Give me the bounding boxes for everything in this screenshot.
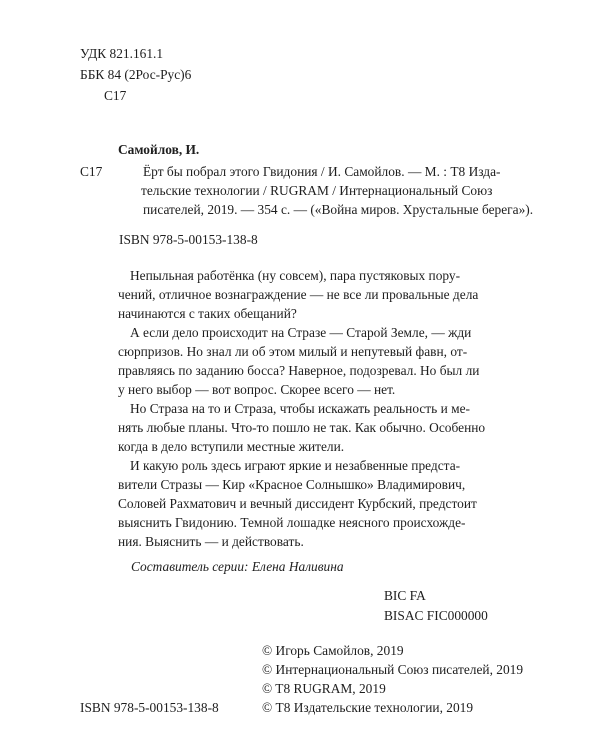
annotation-line: нять любые планы. Что-то пошло не так. Как обычно. Особенно [118, 420, 486, 435]
isbn-main: ISBN 978-5-00153-138-8 [119, 232, 258, 247]
bib-line: Ёрт бы побрал этого Гвидония / И. Самойлов. — М. : Т8 Изда- [143, 164, 501, 179]
annotation-line: ния. Выяснить — и действовать. [118, 534, 304, 549]
bib-line: писателей, 2019. — 354 с. — («Война миров. Хрустальные берега»). [143, 202, 534, 217]
copyright-line: © T8 RUGRAM, 2019 [262, 681, 386, 696]
annotation-line: когда в дело вступили местные жители. [118, 439, 345, 454]
annotation-line: правляясь по заданию босса? Наверное, подозревал. Но был ли [118, 363, 480, 378]
annotation-line: А если дело происходит на Стразе — Старой Земле, — жди [130, 325, 472, 340]
annotation-line: начинаются с таких обещаний? [118, 306, 297, 321]
annotation-line: выяснить Гвидонию. Темной лошадке неясного происхожде- [118, 515, 466, 530]
annotation-line: И какую роль здесь играют яркие и незабвенные предста- [130, 458, 461, 473]
annotation-line: сюрпризов. Но знал ли об этом милый и непутевый фавн, от- [118, 344, 468, 359]
author-mark-side: С17 [80, 164, 103, 179]
series-compiler: Составитель серии: Елена Наливина [131, 559, 344, 574]
annotation [118, 266, 485, 551]
bisac-code: BISAC FIC000000 [384, 608, 488, 623]
bic-code: BIC FA [384, 588, 426, 603]
isbn-bottom: ISBN 978-5-00153-138-8 [80, 700, 219, 715]
author-name: Самойлов, И. [118, 142, 200, 157]
annotation-line: у него выбор — вот вопрос. Скорее всего — нет. [118, 382, 396, 397]
bibliographic-record [143, 162, 533, 219]
copyright-line: © Интернациональный Союз писателей, 2019 [262, 662, 524, 677]
copyright-line: © Игорь Самойлов, 2019 [262, 643, 404, 658]
annotation-line: чений, отличное вознаграждение — не все ли провальные дела [118, 287, 479, 302]
bbk-code: ББК 84 (2Рос-Рус)6 [80, 67, 192, 82]
annotation-line: Непыльная работёнка (ну совсем), пара пустяковых пору- [130, 268, 461, 283]
copyright-block [262, 641, 523, 717]
bib-line: тельские технологии / RUGRAM / Интернациональный Союз [141, 183, 493, 198]
udk-code: УДК 821.161.1 [80, 46, 164, 61]
annotation-line: Соловей Рахматович и вечный диссидент Курбский, предстоит [118, 496, 477, 511]
annotation-line: вители Стразы — Кир «Красное Солнышко» Владимирович, [118, 477, 466, 492]
annotation-line: Но Страза на то и Страза, чтобы искажать реальность и ме- [130, 401, 470, 416]
author-mark-top: С17 [104, 88, 127, 103]
copyright-line: © Т8 Издательские технологии, 2019 [262, 700, 474, 715]
